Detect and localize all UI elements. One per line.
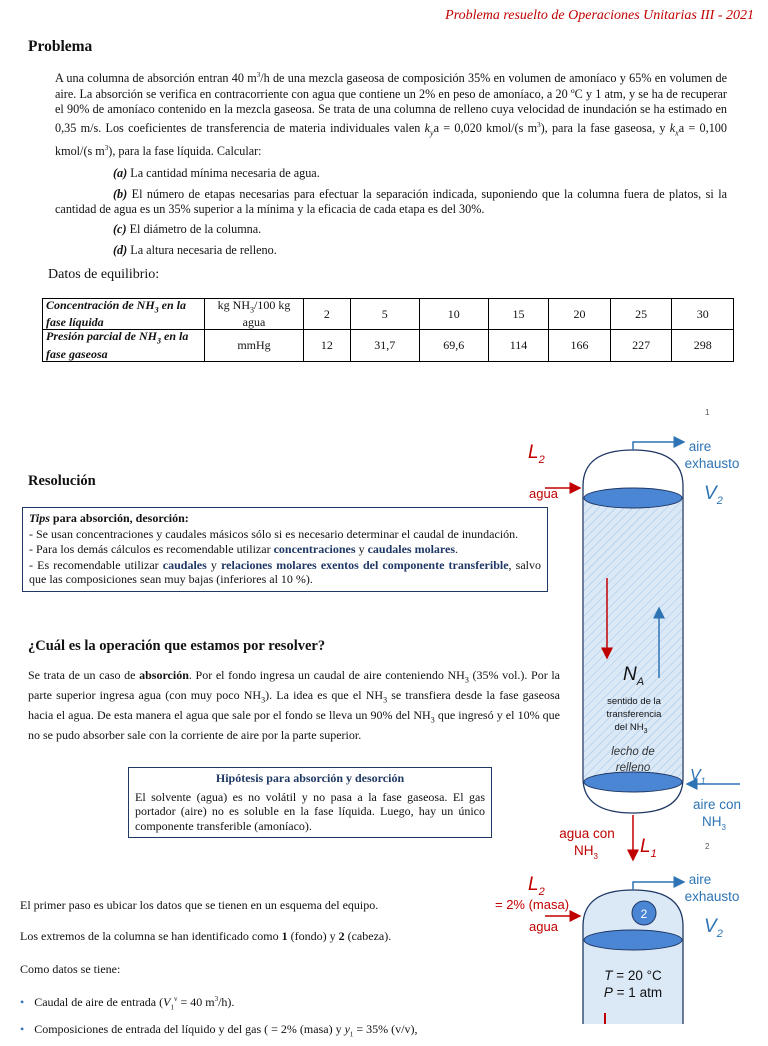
- table-cell: 298: [672, 330, 734, 361]
- top-liquid-distributor: [584, 488, 682, 508]
- step-text-3: Como datos se tiene:: [20, 962, 121, 976]
- label-sentido-3: del $NH_3$: [614, 722, 648, 735]
- page-number-1: 1: [705, 408, 710, 417]
- table-cell: 227: [610, 330, 672, 361]
- problem-statement: A una columna de absorción entran 40 $m^3/h$ de una mezcla gaseosa de composición 35% en volumen de amoníaco y 65% en volumen de aire. La absorción se verifica en contracorriente con agua que contiene un 2% en peso de amoníaco, a 20 ºC y 1 atm, y se ha de recuperar el 90% de amoníaco contenido en la mezcla gaseosa. Se trata de una columna de relleno cuya velocidad de inundación se ha estimado en 0,35 m/s. Los coeficientes de transferencia de materia individuales valen $k_ya = 0,020$ kmol/(s $m^3$), para la fase gaseosa, y $k_xa = 0,100$ kmol/(s $m^3$), para la fase líquida. Calcular: (a) La cantidad mínima necesaria de agua. (b) El número de etapas necesarias para efectuar la separación indicada, suponiendo que la columna fuera de platos, si la cantidad de agua es un 35% superior a la mínima y la eficacia de cada etapa es del 30%. (c) El diámetro de la columna. (d) La altura necesaria de relleno.: [55, 71, 728, 258]
- column-diagram-2: [480, 868, 768, 1024]
- table-cell: 5: [350, 299, 419, 330]
- table-row: [43, 299, 734, 330]
- bottom-support: [584, 772, 682, 792]
- question-a: (a) La cantidad mínima necesaria de agua.: [113, 166, 320, 181]
- equilibrium-title: Datos de equilibrio:: [48, 267, 160, 282]
- list-item: • Caudal de aire de entrada ($V_1^v = 40$ $m^3/h$).: [20, 995, 235, 1012]
- row-label: Concentración de $NH_3$ en la fase líquida: [43, 299, 205, 330]
- label-V2: $V_2$: [704, 483, 723, 507]
- step-text-2: Los extremos de la columna se han identificado como 1 (fondo) y 2 (cabeza).: [20, 929, 392, 943]
- label-V1: $V_1$: [690, 767, 706, 786]
- label-temperature: T = 20 °C: [604, 968, 662, 983]
- step-text-1: El primer paso es ubicar los datos que se tienen en un esquema del equipo.: [20, 898, 379, 912]
- gas-exit-arrow-2: [633, 882, 684, 890]
- list-item: • Composiciones de entrada del líquido y del gas ( = 2% (masa) y $y_1 = 35\%$ (v/v),: [20, 1022, 418, 1039]
- question-b: (b) El número de etapas necesarias para efectuar la separación indicada, suponiendo que la columna fuera de platos, si la cantidad de agua es un 35% superior a la mínima y la eficacia de cada etapa es del 30%.: [55, 187, 727, 217]
- table-cell: 166: [549, 330, 611, 361]
- row-unit: mmHg: [205, 330, 304, 361]
- label-aire-exhausto-2-2: exhausto: [684, 889, 740, 904]
- label-lecho-1: lecho de: [611, 746, 655, 758]
- label-L2: $L_2$: [528, 442, 545, 466]
- table-cell: 25: [610, 299, 672, 330]
- top-liquid-distributor-2: [584, 930, 682, 950]
- table-cell: 20: [549, 299, 611, 330]
- label-composition: = 2% (masa): [495, 897, 570, 912]
- resolution-heading: Resolución: [28, 473, 96, 489]
- row-unit: kg $NH_3/100$ kg agua: [205, 299, 304, 330]
- label-lecho-2: relleno: [615, 762, 651, 774]
- table-cell: 114: [488, 330, 549, 361]
- label-aire-con-2: $NH_3$: [702, 814, 726, 832]
- table-cell: 31,7: [350, 330, 419, 361]
- page-number-2: 2: [705, 842, 710, 851]
- label-aire-exhausto-1: aire: [688, 439, 712, 454]
- table-cell: 30: [672, 299, 734, 330]
- label-pressure: P = 1 atm: [603, 985, 663, 1000]
- label-agua-2: agua: [529, 919, 558, 934]
- operation-question-heading: ¿Cuál es la operación que estamos por resolver?: [28, 638, 326, 654]
- table-cell: 10: [419, 299, 488, 330]
- equilibrium-table: [42, 298, 734, 362]
- label-L1: $L_1$: [640, 836, 657, 860]
- node-2-label: 2: [640, 907, 648, 921]
- tips-box: Tips para absorción, desorción: - Se usan concentraciones y caudales másicos sólo si es necesario determinar el caudal de inundación. - Para los demás cálculos es recomendable utilizar concentraciones y caudales molares. - Es recomendable utilizar caudales y relaciones molares exentos del componente transferible, salvo que las composiciones sean muy bajas (inferiores al 10 %).: [22, 507, 548, 592]
- question-d: (d) La altura necesaria de relleno.: [113, 243, 277, 258]
- table-cell: 12: [304, 330, 351, 361]
- label-agua: agua: [529, 486, 558, 501]
- label-agua-con-1: agua con: [559, 826, 615, 841]
- label-agua-con-2: $NH_3$: [574, 843, 598, 861]
- page-header: Problema resuelto de Operaciones Unitarias III - 2021: [445, 8, 754, 23]
- packing-hatch: [584, 500, 682, 782]
- gas-exit-arrow: [633, 442, 684, 450]
- table-cell: 15: [488, 299, 549, 330]
- label-V2-2: $V_2$: [704, 916, 723, 940]
- label-aire-exhausto-2: exhausto: [684, 456, 740, 471]
- problem-heading: Problema: [28, 38, 93, 55]
- column-diagram-1: [500, 428, 768, 868]
- hypothesis-box: [128, 767, 492, 838]
- label-NA: $N_A$: [623, 664, 645, 688]
- table-cell: 69,6: [419, 330, 488, 361]
- data-bullet-list: [20, 988, 417, 1046]
- hypothesis-text: El solvente (agua) es no volátil y no pasa a la fase gaseosa. El gas portador (aire) no es soluble en la fase líquida. Luego, hay un único componente transferible (amoníaco).: [135, 789, 485, 833]
- label-sentido-1: sentido de la: [607, 696, 661, 707]
- label-L2-2: $L_2$: [528, 874, 545, 898]
- resolution-paragraph: Se trata de un caso de absorción. Por el fondo ingresa un caudal de aire conteniendo $NH_3$ (35% vol.). Por la parte superior ingresa agua (con muy poco $NH_3$). La idea es que el $NH_3$ se transfiera desde la fase gaseosa hacia el agua. De esta manera el agua que sale por el fondo se lleva un 90% del $NH_3$ que ingresó y el 10% que no se pudo absorber sale con la corriente de aire por la parte superior.: [28, 668, 561, 742]
- question-c: (c) El diámetro de la columna.: [113, 222, 262, 237]
- label-aire-exhausto-2-1: aire: [688, 872, 712, 887]
- label-sentido-2: transferencia: [606, 709, 662, 720]
- row-label: Presión parcial de $NH_3$ en la fase gaseosa: [43, 330, 205, 361]
- table-cell: 2: [304, 299, 351, 330]
- hypothesis-title: Hipótesis para absorción y desorción: [215, 771, 405, 785]
- table-row: [43, 330, 734, 361]
- label-aire-con-1: aire con: [692, 797, 742, 812]
